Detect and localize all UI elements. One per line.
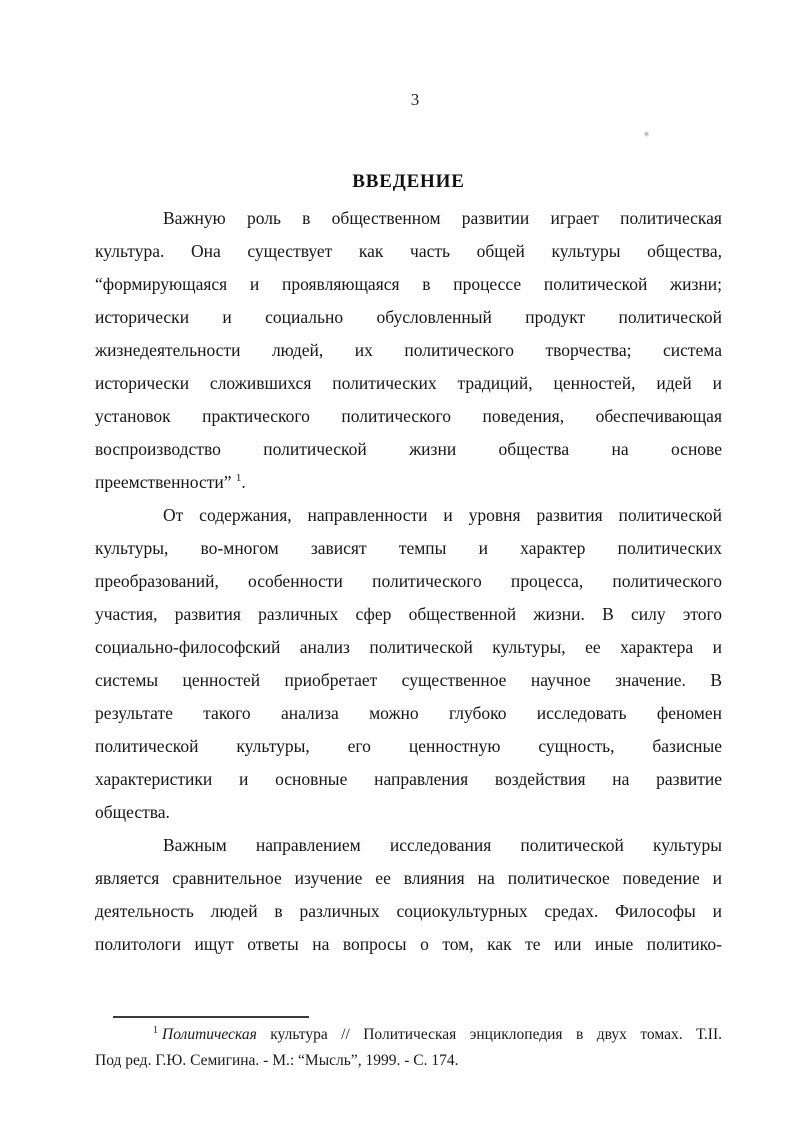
footnote-text: культура // Политическая энциклопедия в двух томах. Т.II. [256,1026,722,1043]
body-line: воспроизводство политической жизни общества на основе [95,439,722,459]
scan-artifact [644,131,649,137]
body-line: “формирующаяся и проявляющаяся в процессе политической жизни; [95,274,722,294]
body-line: культура. Она существует как часть общей культуры общества, [95,241,722,261]
body-line: характеристики и основные направления воздействия на развитие [95,769,722,789]
body-line: преобразований, особенности политического процесса, политического [95,571,722,591]
footnote-title: Политическая [162,1026,257,1043]
body-text-fragment: . [241,472,246,492]
body-line: Важным направлением исследования политической культуры [163,835,722,855]
body-text [95,202,722,961]
body-line: участия, развития различных сфер общественной жизни. В силу этого [95,604,722,624]
paragraph-3 [95,829,722,961]
footnote-separator [113,1016,309,1018]
body-line: исторически и социально обусловленный продукт политической [95,307,722,327]
body-text-fragment: преемственности” [95,472,236,492]
footnote-reference-mark: 1 [235,472,242,485]
body-line: общества. [95,802,170,822]
footnote-line [95,1022,722,1048]
body-line: исторически сложившихся политических традиций, ценностей, идей и [95,373,722,393]
footnote-marker: 1 [153,1024,158,1036]
body-line: является сравнительное изучение ее влияния на политическое поведение и [95,868,722,888]
body-line: Важную роль в общественном развитии играет политическая [163,208,722,228]
body-line: результате такого анализа можно глубоко исследовать феномен [95,703,722,723]
paragraph-2 [95,499,722,829]
body-line: установок практического политического поведения, обеспечивающая [95,406,722,426]
footnote-line: Под ред. Г.Ю. Семигина. - М.: “Мысль”, 1999. - С. 174. [95,1052,459,1069]
body-line: системы ценностей приобретает существенное научное значение. В [95,670,722,690]
paragraph-1 [95,202,722,499]
body-line: социально-философский анализ политической культуры, ее характера и [95,637,722,657]
body-line: политической культуры, его ценностную сущность, базисные [95,736,722,756]
body-line: От содержания, направленности и уровня развития политической [163,505,722,525]
section-title: ВВЕДЕНИЕ [352,170,465,192]
body-line: деятельность людей в различных социокультурных средах. Философы и [95,901,722,921]
body-line: политологи ищут ответы на вопросы о том, как те или иные политико- [95,934,722,954]
body-line [95,466,722,499]
body-line: культуры, во-многом зависят темпы и характер политических [95,538,722,558]
body-line: жизнедеятельности людей, их политического творчества; система [95,340,722,360]
page-number: 3 [410,90,420,109]
footnote [95,1016,722,1074]
